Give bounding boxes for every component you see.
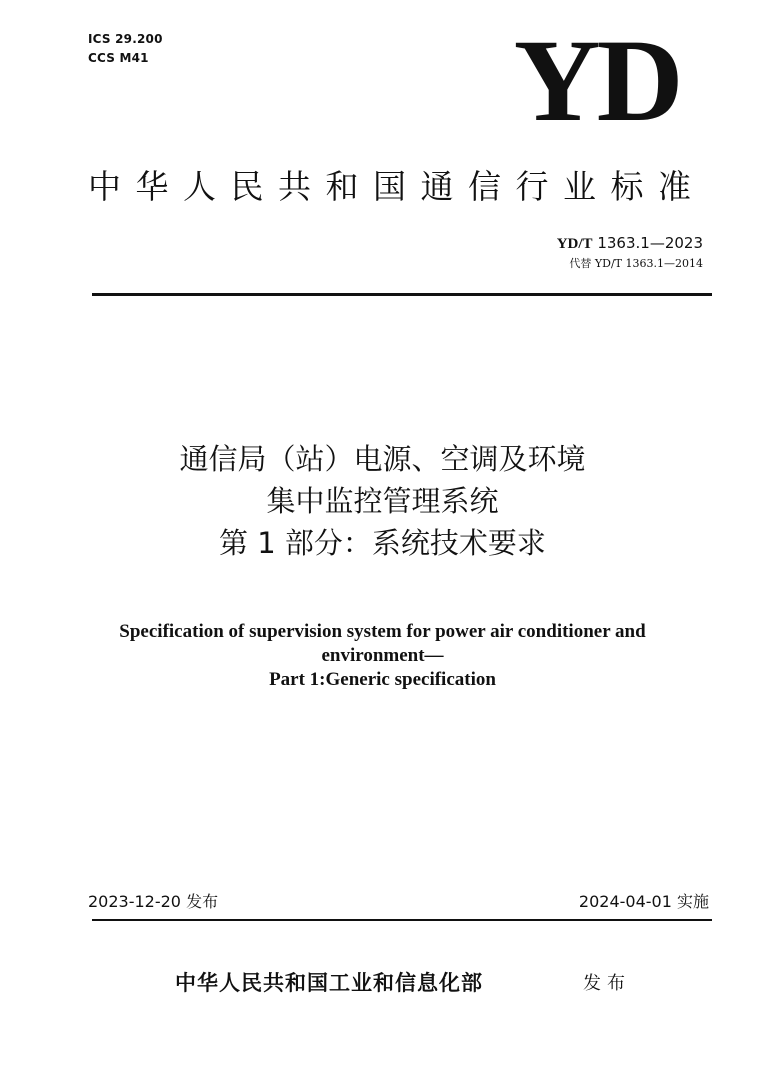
chinese-title (0, 438, 765, 564)
english-title-line-1: Specification of supervision system for power air conditioner and (119, 621, 646, 642)
publish-label: 发布 (583, 973, 631, 994)
standard-code: 1363.1—2023 (597, 234, 703, 252)
chinese-title-line-2: 集中监控管理系统 (266, 484, 499, 518)
replaces-standard: 代替 YD/T 1363.1—2014 (569, 257, 703, 270)
implementation-date: 2024-04-01 实施 (578, 892, 709, 911)
issue-date: 2023-12-20 发布 (88, 892, 219, 911)
industry-standard-title: 中华人民共和国通信行业标准 (88, 167, 706, 206)
yd-logo: YD (513, 15, 679, 146)
classification-codes (88, 30, 163, 68)
ccs-code: CCS M41 (88, 51, 149, 65)
english-title-line-3: Part 1:Generic specification (269, 669, 496, 690)
standard-number (557, 232, 703, 255)
top-divider (92, 293, 712, 296)
english-title-line-2: environment— (321, 645, 444, 666)
publisher-name: 中华人民共和国工业和信息化部 (175, 970, 483, 995)
ics-code: ICS 29.200 (88, 32, 163, 46)
english-title (0, 620, 765, 692)
standard-prefix: YD/T (556, 236, 593, 252)
chinese-title-line-1: 通信局（站）电源、空调及环境 (179, 442, 586, 476)
chinese-title-line-3: 第 1 部分：系统技术要求 (219, 526, 546, 560)
bottom-divider (92, 919, 712, 921)
